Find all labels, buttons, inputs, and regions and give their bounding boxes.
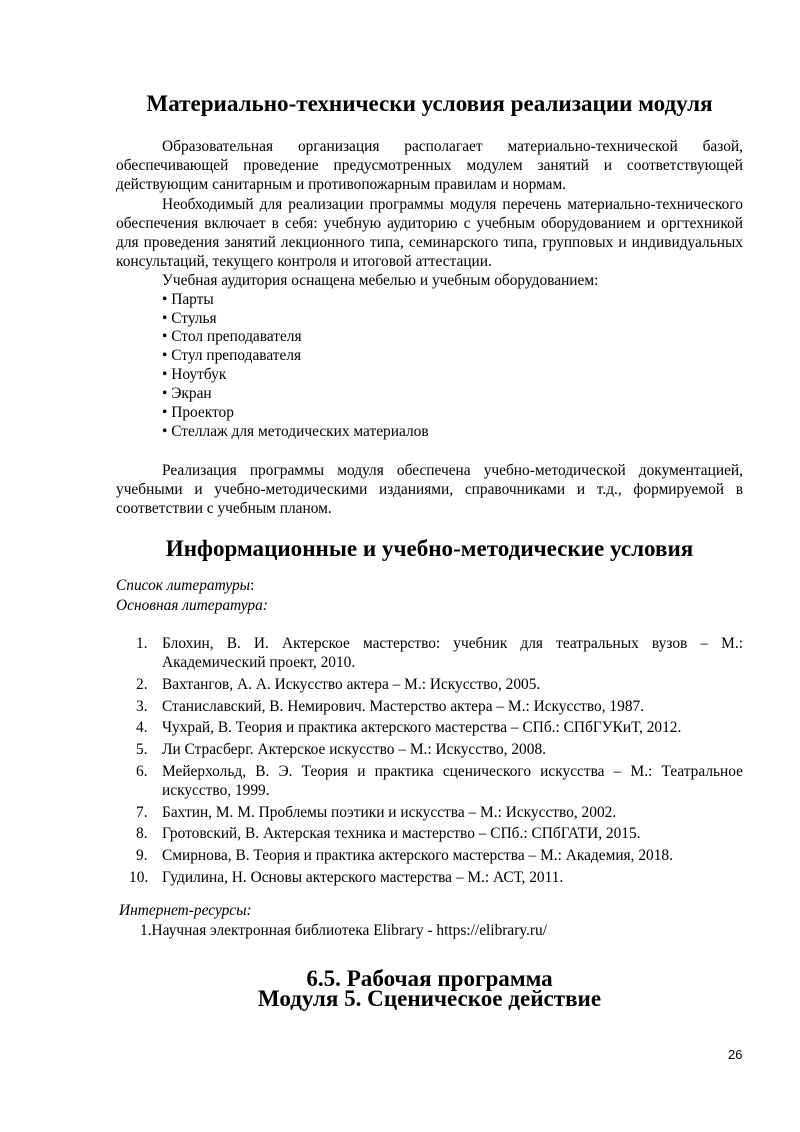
document-page — [116, 90, 743, 1011]
reference-text: Чухрай, В. Теория и практика актерского мастерства – СПб.: СПбГУКиТ, 2012. — [162, 719, 682, 737]
list-item: • Стул преподавателя — [162, 347, 302, 365]
module-title: Модуля 5. Сценическое действие — [257, 984, 602, 1011]
section-title-information: Информационные и учебно-методические условия — [165, 535, 694, 562]
paragraph-implementation: Реализация программы модуля обеспечена учебно-методической документацией, учебными и учебно-методическими изданиями, справочниками и т.д., формируемой в соответствии с учебным планом. — [116, 461, 743, 518]
literature-label: Список литературы — [116, 577, 251, 595]
program-title: 6.5. Рабочая программа — [306, 964, 553, 991]
reference-number: 7. — [136, 803, 148, 821]
reference-item — [116, 697, 743, 716]
reference-list — [116, 634, 743, 887]
list-item: • Проектор — [162, 404, 234, 422]
reference-item — [116, 824, 743, 843]
reference-number: 10. — [129, 868, 149, 886]
internet-resource-item: 1.Научная электронная библиотека Elibrary - https://elibrary.ru/ — [140, 921, 547, 939]
reference-text: Блохин, В. И. Актерское мастерство: учебник для театральных вузов – М.: Академический проект, 2010. — [162, 634, 743, 672]
list-item: • Ноутбук — [162, 366, 227, 384]
reference-item — [116, 846, 743, 865]
reference-text: Смирнова, В. Теория и практика актерского мастерства – М.: Академия, 2018. — [162, 846, 673, 864]
reference-text: Станиславский, В. Немирович. Мастерство актера – М.: Искусство, 1987. — [162, 697, 645, 715]
reference-number: 9. — [136, 846, 148, 864]
paragraph-organization: Образовательная организация располагает материально-технической базой, обеспечивающей проведение предусмотренных модулем занятий и соответствующей действующим санитарным и противопожарным правилам и нормам. — [116, 138, 743, 194]
reference-item — [116, 740, 743, 759]
reference-text: Ли Страсберг. Актерское искусство – М.: Искусство, 2008. — [162, 740, 546, 758]
reference-number: 6. — [136, 762, 148, 780]
list-item: • Стулья — [162, 309, 217, 327]
list-item: • Стеллаж для методических материалов — [162, 422, 429, 440]
page-number: 26 — [728, 1047, 743, 1062]
reference-item — [116, 868, 743, 887]
internet-resources-label: Интернет-ресурсы: — [119, 902, 252, 920]
list-item: • Стол преподавателя — [162, 328, 302, 346]
reference-text: Мейерхольд, В. Э. Теория и практика сценического искусства – М.: Театральное искусство, 1999. — [162, 762, 743, 799]
main-literature-label: Основная литература: — [116, 596, 268, 614]
reference-item — [116, 718, 743, 737]
reference-text: Вахтангов, А. А. Искусство актера – М.: Искусство, 2005. — [162, 675, 541, 693]
reference-text: Гротовский, В. Актерская техника и мастерство – СПб.: СПбГАТИ, 2015. — [162, 825, 641, 843]
reference-number: 4. — [136, 719, 148, 737]
list-item: • Экран — [162, 385, 212, 403]
literature-colon: : — [250, 577, 255, 595]
list-item: • Парты — [162, 290, 214, 308]
reference-number: 1. — [136, 634, 148, 652]
equipment-list — [116, 291, 743, 442]
reference-number: 3. — [136, 697, 148, 715]
literature-label-line — [116, 576, 743, 595]
paragraph-auditorium: Учебная аудитория оснащена мебелью и учебным оборудованием: — [162, 272, 599, 290]
reference-number: 8. — [136, 825, 148, 843]
reference-item — [116, 634, 743, 672]
reference-text: Бахтин, М. М. Проблемы поэтики и искусства – М.: Искусство, 2002. — [162, 803, 617, 821]
section-title-material: Материально-технически условия реализации модуля — [146, 90, 713, 116]
reference-number: 5. — [136, 740, 148, 758]
reference-item — [116, 803, 743, 822]
reference-item — [116, 762, 743, 800]
paragraph-required-list: Необходимый для реализации программы модуля перечень материально-технического обеспечения включает в себя: учебную аудиторию с учебным оборудованием и оргтехникой для проведения занятий лекционного типа, семинарского типа, групповых и индивидуальных консультаций, текущего контроля и итоговой аттестации. — [116, 195, 743, 271]
reference-item — [116, 675, 743, 694]
reference-number: 2. — [136, 675, 148, 693]
reference-text: Гудилина, Н. Основы актерского мастерства – М.: АСТ, 2011. — [162, 868, 564, 886]
